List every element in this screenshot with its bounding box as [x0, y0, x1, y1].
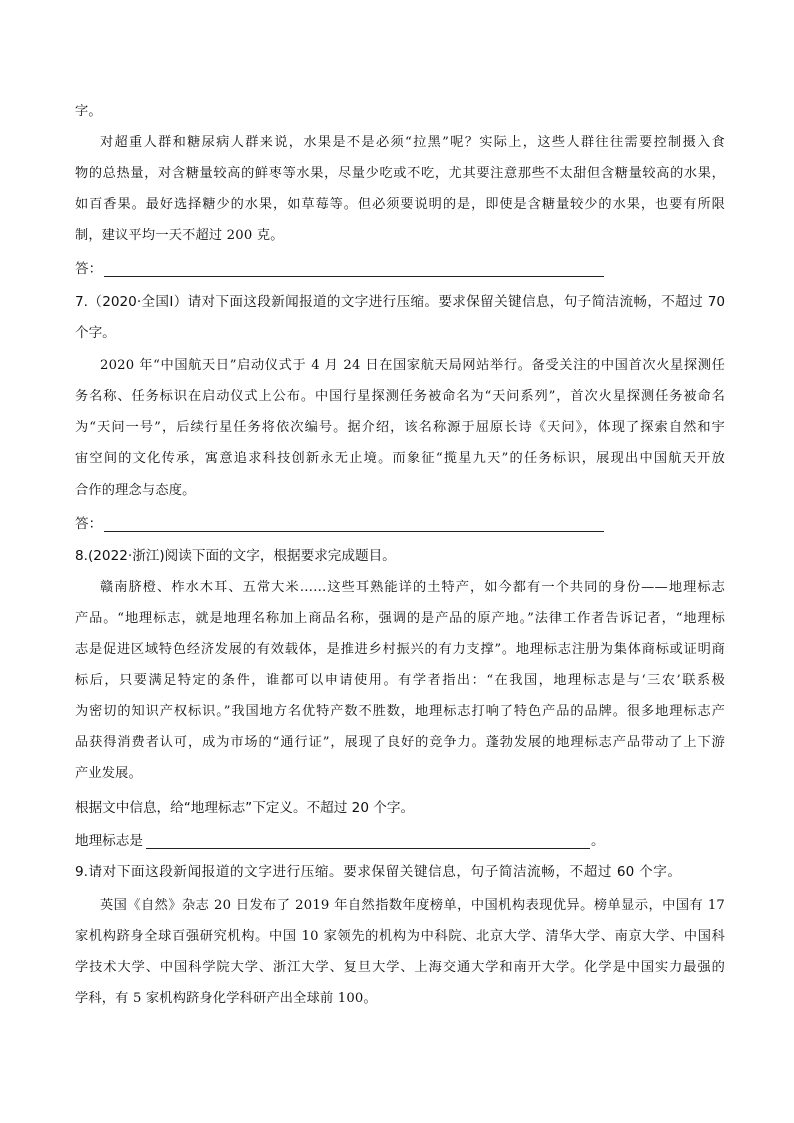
q7-passage-line-4: 宙空间的文化传承，寓意追求科技创新永无止境。而象征“揽星九天”的任务标识，展现出中国航天开放 — [75, 451, 725, 466]
answer-label-q6: 答： — [75, 261, 103, 277]
q7-prompt-line-2: 个字。 — [75, 325, 116, 341]
q9-passage-line-2: 家机构跻身全球百强研究机构。中国 10 家领先的机构为中科院、北京大学、清华大学、南京大学、中国科 — [75, 929, 725, 944]
passage6-line-3: 如百香果。最好选择糖少的水果，如草莓等。但必须要说明的是，即使是含糖量较少的水果，也要有所限 — [75, 197, 725, 212]
q9-passage-line-1: 英国《自然》杂志 20 日发布了 2019 年自然指数年度榜单，中国机构表现优异。榜单显示，中国有 17 — [100, 898, 725, 913]
passage6-line-2: 物的总热量，对含糖量较高的鲜枣等水果，尽量少吃或不吃，尤其要注意那些不太甜但含糖量较高的水果， — [75, 166, 725, 181]
passage6-line-1: 对超重人群和糖尿病人群来说，水果是不是必须“拉黑”呢？实际上，这些人群往往需要控制摄入食 — [100, 135, 725, 150]
q8-passage-line-1: 赣南脐橙、柞水木耳、五常大米……这些耳熟能详的土特产，如今都有一个共同的身份——地理标志 — [100, 580, 725, 595]
q7-passage-line-1: 2020 年“中国航天日”启动仪式于 4 月 24 日在国家航天局网站举行。备受关注的中国首次火星探测任 — [100, 358, 725, 373]
q9-passage-line-4: 学科，有 5 家机构跻身化学科研产出全球前 100。 — [75, 991, 377, 1006]
answer-line-q6[interactable] — [104, 276, 604, 277]
q8-fill-label: 地理标志是 — [75, 833, 143, 849]
q9-prompt: 9.请对下面这段新闻报道的文字进行压缩。要求保留关键信息，句子简洁流畅，不超过 60 个字。 — [75, 864, 681, 880]
q8-passage-line-4: 标后，只要满足特定的条件，谁都可以申请使用。有学者指出：“在我国，地理标志是与‘三农’联系极 — [75, 673, 725, 688]
q7-prompt-line-1: 7.（2020·全国Ⅰ）请对下面这段新闻报道的文字进行压缩。要求保留关键信息，句子简洁流畅，不超过 70 — [75, 294, 725, 310]
q7-passage-line-2: 务名称、任务标识在启动仪式上公布。中国行星探测任务被命名为“天问系列”，首次火星探测任务被命名 — [75, 389, 725, 404]
answer-label-q7: 答： — [75, 516, 103, 532]
answer-line-q7[interactable] — [104, 531, 604, 532]
q9-passage-line-3: 学技术大学、中国科学院大学、浙江大学、复旦大学、上海交通大学和南开大学。化学是中国实力最强的 — [75, 960, 725, 975]
q8-fill-blank[interactable] — [146, 848, 590, 849]
q8-fill-end: 。 — [591, 833, 605, 849]
passage6-line-4: 制，建议平均一天不超过 200 克。 — [75, 228, 284, 243]
q8-instruction: 根据文中信息，给“地理标志”下定义。不超过 20 个字。 — [75, 800, 415, 816]
q8-passage-line-5: 为密切的知识产权标识。”我国地方名优特产数不胜数，地理标志打响了特色产品的品牌。很多地理标志产 — [75, 704, 725, 719]
q8-passage-line-3: 志是促进区域特色经济发展的有效载体，是推进乡村振兴的有力支撑”。地理标志注册为集体商标或证明商 — [75, 642, 725, 657]
q8-passage-line-6: 品获得消费者认可，成为市场的“通行证”，展现了良好的竞争力。蓬勃发展的地理标志产品带动了上下游 — [75, 735, 725, 750]
q7-passage-line-5: 合作的理念与态度。 — [75, 483, 196, 498]
q7-passage-line-3: 为“天问一号”，后续行星任务将依次编号。据介绍，该名称源于屈原长诗《天问》，体现了探索自然和宇 — [75, 420, 725, 435]
q8-passage-line-7: 产业发展。 — [75, 766, 142, 781]
continued-fragment: 字。 — [75, 104, 102, 119]
q8-passage-line-2: 产品。“地理标志，就是地理名称加上商品名称，强调的是产品的原产地。”法律工作者告诉记者，“地理标 — [75, 611, 725, 626]
q8-prompt: 8.(2022·浙江)阅读下面的文字，根据要求完成题目。 — [75, 548, 396, 564]
